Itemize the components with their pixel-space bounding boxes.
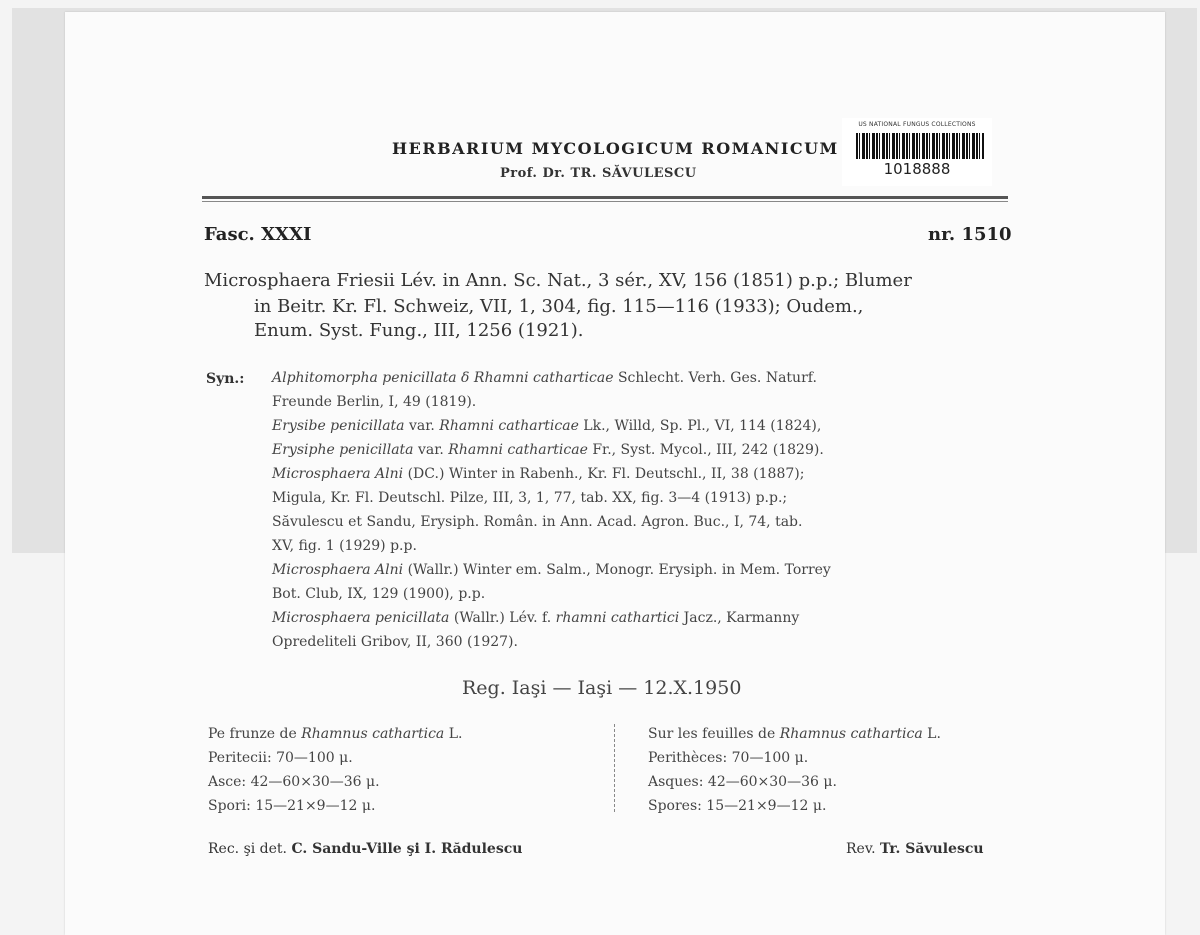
synonyms-label: Syn.: (206, 371, 245, 387)
synonym-6: Microsphaera penicillata (Wallr.) Lév. f. rhamni cathartici Jacz., Karmanny (272, 610, 800, 626)
barcode-number: 1018888 (883, 160, 951, 178)
spores-french: Spores: 15—21×9—12 μ. (648, 798, 827, 814)
asci-french: Asques: 42—60×30—36 μ. (648, 774, 837, 790)
synonym-4-cont-2: Săvulescu et Sandu, Erysiph. Român. in Ann. Acad. Agron. Buc., I, 74, tab. (272, 514, 803, 530)
collection-locality-date: Reg. Iaşi — Iaşi — 12.X.1950 (462, 677, 742, 699)
synonym-4-cont-1: Migula, Kr. Fl. Deutschl. Pilze, III, 3, 1, 77, tab. XX, fig. 3—4 (1913) p.p.; (272, 490, 788, 506)
asci-romanian: Asce: 42—60×30—36 μ. (208, 774, 380, 790)
barcode-icon (856, 133, 984, 159)
citation-line-2: in Beitr. Kr. Fl. Schweiz, VII, 1, 304, fig. 115—116 (1933); Oudem., (254, 296, 864, 317)
synonym-1-cont: Freunde Berlin, I, 49 (1819). (272, 394, 477, 410)
host-french: Sur les feuilles de Rhamnus cathartica L. (648, 726, 941, 742)
header-divider (202, 196, 1008, 199)
citation-line-1: Microsphaera Friesii Lév. in Ann. Sc. Nat., 3 sér., XV, 156 (1851) p.p.; Blumer (204, 270, 912, 291)
barcode-caption: US NATIONAL FUNGUS COLLECTIONS (858, 121, 976, 128)
synonym-4-cont-3: XV, fig. 1 (1929) p.p. (272, 538, 417, 554)
synonym-3: Erysiphe penicillata var. Rhamni catharticae Fr., Syst. Mycol., III, 242 (1829). (272, 442, 824, 458)
header-divider-thin (202, 201, 1008, 202)
citation-line-3: Enum. Syst. Fung., III, 1256 (1921). (254, 320, 584, 341)
synonym-5: Microsphaera Alni (Wallr.) Winter em. Salm., Monogr. Erysiph. in Mem. Torrey (272, 562, 831, 578)
host-romanian: Pe frunze de Rhamnus cathartica L. (208, 726, 463, 742)
synonym-4: Microsphaera Alni (DC.) Winter in Rabenh., Kr. Fl. Deutschl., II, 38 (1887); (272, 466, 805, 482)
spores-romanian: Spori: 15—21×9—12 μ. (208, 798, 376, 814)
collector-credit: Rec. şi det. C. Sandu-Ville şi I. Rădulescu (208, 841, 523, 857)
synonym-6-cont: Opredeliteli Gribov, II, 360 (1927). (272, 634, 518, 650)
herbarium-title: HERBARIUM MYCOLOGICUM ROMANICUM (392, 139, 839, 158)
perithecia-french: Perithèces: 70—100 μ. (648, 750, 809, 766)
reviewer-credit: Rev. Tr. Săvulescu (846, 841, 984, 857)
perithecia-romanian: Peritecii: 70—100 μ. (208, 750, 353, 766)
exsiccata-number: nr. 1510 (928, 224, 1012, 245)
herbarium-director: Prof. Dr. TR. SĂVULESCU (500, 166, 697, 181)
synonym-5-cont: Bot. Club, IX, 129 (1900), p.p. (272, 586, 486, 602)
synonym-1: Alphitomorpha penicillata δ Rhamni catharticae Schlecht. Verh. Ges. Naturf. (272, 370, 817, 386)
synonym-2: Erysibe penicillata var. Rhamni catharticae Lk., Willd, Sp. Pl., VI, 114 (1824), (272, 418, 822, 434)
fascicle-number: Fasc. XXXI (204, 224, 312, 245)
column-divider (614, 724, 616, 812)
